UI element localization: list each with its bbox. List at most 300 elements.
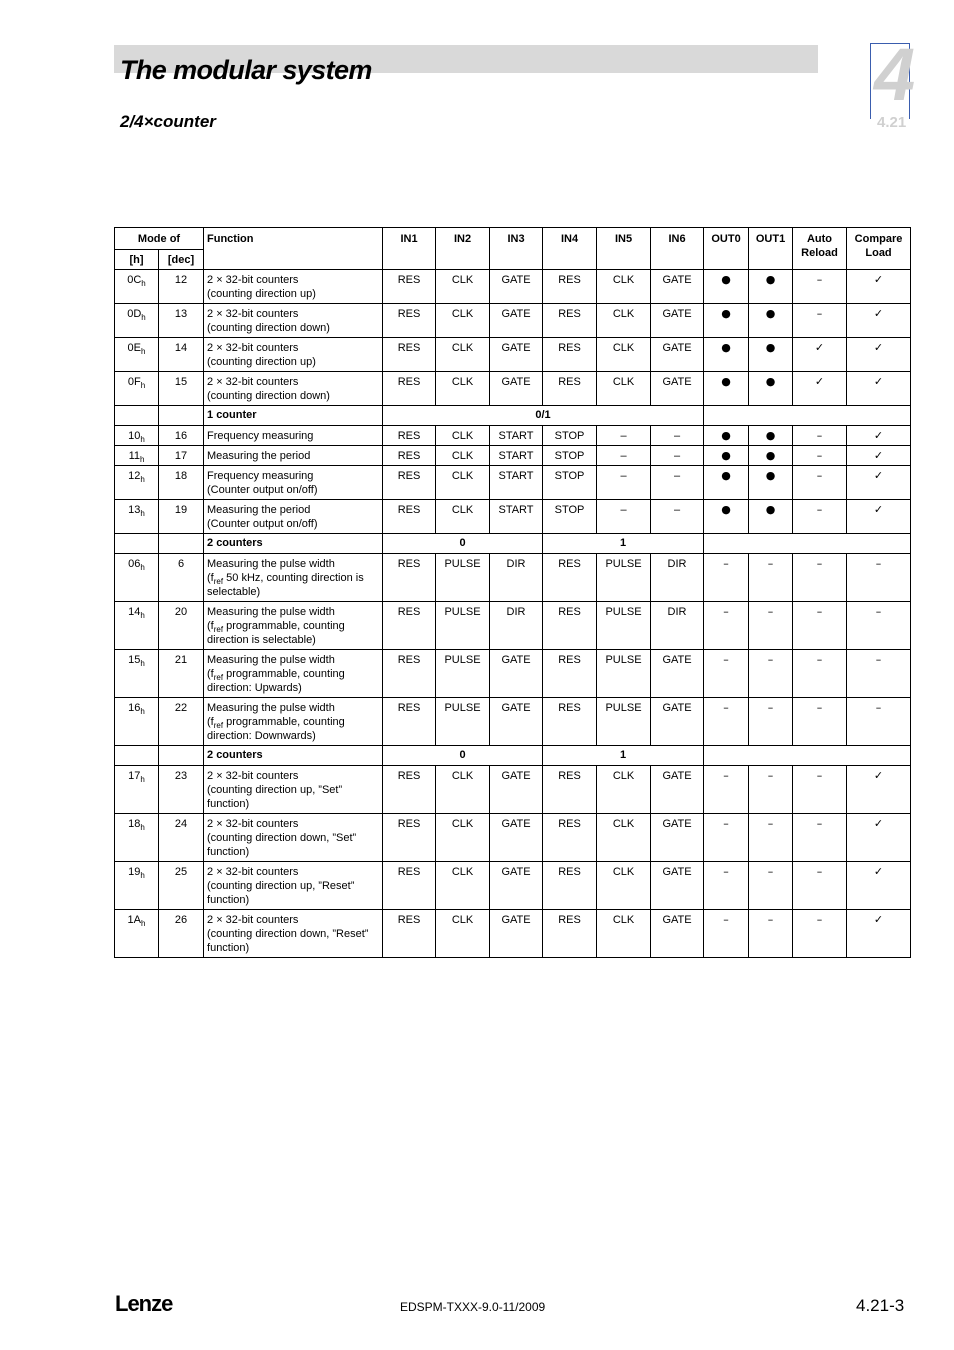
chapter-number: 4 <box>874 33 916 116</box>
mode-hex <box>115 766 159 814</box>
table-row <box>115 602 911 650</box>
header-in2: IN2 <box>436 228 490 270</box>
cell-auto-reload: ✓ <box>793 372 847 406</box>
cell-in2: CLK <box>436 270 490 304</box>
function-line: Measuring the pulse width <box>207 654 335 666</box>
mode-dec: 25 <box>159 862 204 910</box>
function-line: 2 × 32-bit counters <box>207 274 299 286</box>
cell-in1: RES <box>383 304 436 338</box>
cell-in6: GATE <box>651 814 704 862</box>
cell-in4: RES <box>543 602 597 650</box>
function-text: (f <box>207 668 214 680</box>
function-line <box>207 619 379 633</box>
function-line: 2 × 32-bit counters <box>207 818 299 830</box>
mode-hex <box>115 270 159 304</box>
cell-in6: – <box>651 500 704 534</box>
cell-in2: PULSE <box>436 602 490 650</box>
cell-auto-reload: – <box>793 766 847 814</box>
group-empty-cell <box>159 534 204 554</box>
cell-out1: – <box>749 650 793 698</box>
cell-compare-load: ✓ <box>847 372 911 406</box>
function-text: (f <box>207 620 214 632</box>
function-line: (counting direction up, ”Set” <box>207 784 343 796</box>
cell-in1: RES <box>383 554 436 602</box>
cell-in2: CLK <box>436 446 490 466</box>
cell-auto-reload: – <box>793 814 847 862</box>
function-cell <box>204 910 383 958</box>
cell-compare-load: ✓ <box>847 466 911 500</box>
cell-in3: GATE <box>490 766 543 814</box>
cell-compare-load: – <box>847 650 911 698</box>
cell-out0: – <box>704 814 749 862</box>
mode-hex <box>115 910 159 958</box>
cell-in3: START <box>490 426 543 446</box>
mode-hex <box>115 602 159 650</box>
cell-in5: PULSE <box>597 650 651 698</box>
cell-auto-reload: – <box>793 304 847 338</box>
table-row <box>115 338 911 372</box>
cell-in1: RES <box>383 270 436 304</box>
table-row <box>115 270 911 304</box>
mode-hex <box>115 446 159 466</box>
cell-in4: RES <box>543 270 597 304</box>
cell-in6: GATE <box>651 766 704 814</box>
cell-in1: RES <box>383 814 436 862</box>
mode-dec: 17 <box>159 446 204 466</box>
table-row <box>115 304 911 338</box>
mode-hex <box>115 426 159 446</box>
cell-out1: – <box>749 554 793 602</box>
cell-in5: PULSE <box>597 554 651 602</box>
group-label: 2 counters <box>204 534 383 554</box>
cell-in6: – <box>651 466 704 500</box>
mode-dec: 22 <box>159 698 204 746</box>
cell-compare-load: – <box>847 554 911 602</box>
cell-out1: ● <box>749 446 793 466</box>
function-line: (counting direction down, ”Set” <box>207 832 357 844</box>
cell-out1: ● <box>749 426 793 446</box>
cell-in6: DIR <box>651 554 704 602</box>
cell-in3: START <box>490 500 543 534</box>
cell-out0: ● <box>704 270 749 304</box>
cell-in3: GATE <box>490 338 543 372</box>
table-row <box>115 466 911 500</box>
cell-in5: CLK <box>597 766 651 814</box>
function-line: (Counter output on/off) <box>207 484 318 496</box>
table-row <box>115 910 911 958</box>
cell-in1: RES <box>383 372 436 406</box>
mode-dec: 6 <box>159 554 204 602</box>
group-empty-cell <box>704 746 911 766</box>
function-text: programmable, counting <box>223 620 345 632</box>
group-empty-cell <box>704 534 911 554</box>
function-line: (counting direction up) <box>207 288 316 300</box>
function-line <box>207 715 379 729</box>
group-empty-cell <box>159 406 204 426</box>
cell-in5: CLK <box>597 862 651 910</box>
table-row <box>115 650 911 698</box>
cell-compare-load: – <box>847 602 911 650</box>
function-line: Measuring the pulse width <box>207 702 335 714</box>
cell-in2: CLK <box>436 766 490 814</box>
group-label: 1 counter <box>204 406 383 426</box>
cell-in5: CLK <box>597 372 651 406</box>
header-dec: [dec] <box>159 250 204 270</box>
mode-hex <box>115 650 159 698</box>
cell-auto-reload: – <box>793 862 847 910</box>
function-cell <box>204 466 383 500</box>
mode-hex <box>115 500 159 534</box>
hex-suffix: h <box>140 611 145 621</box>
cell-in6: GATE <box>651 304 704 338</box>
cell-in5: CLK <box>597 270 651 304</box>
cell-in5: CLK <box>597 910 651 958</box>
group-label: 2 counters <box>204 746 383 766</box>
group-span-a: 0 <box>383 746 543 766</box>
mode-dec: 19 <box>159 500 204 534</box>
cell-in2: PULSE <box>436 650 490 698</box>
group-empty-cell <box>159 746 204 766</box>
header-compare-load: Compare Load <box>847 228 911 270</box>
hex-suffix: h <box>140 659 145 669</box>
cell-auto-reload: – <box>793 554 847 602</box>
function-subscript: ref <box>213 721 224 731</box>
cell-out0: – <box>704 910 749 958</box>
mode-hex-value: 15 <box>128 654 141 666</box>
mode-dec: 15 <box>159 372 204 406</box>
function-line: Measuring the period <box>207 450 311 462</box>
function-line: function) <box>207 894 250 906</box>
hex-suffix: h <box>139 455 145 465</box>
header-out1: OUT1 <box>749 228 793 270</box>
cell-in2: CLK <box>436 910 490 958</box>
cell-in2: PULSE <box>436 554 490 602</box>
function-text: (f <box>207 716 214 728</box>
cell-in2: CLK <box>436 862 490 910</box>
mode-hex-value: 12 <box>128 470 141 482</box>
cell-in1: RES <box>383 466 436 500</box>
cell-in1: RES <box>383 910 436 958</box>
cell-out0: – <box>704 554 749 602</box>
hex-suffix: h <box>141 279 146 289</box>
table-row <box>115 500 911 534</box>
group-header-row <box>115 406 911 426</box>
hex-suffix: h <box>141 313 146 323</box>
page-number: 4.21-3 <box>856 1296 905 1315</box>
group-span-b: 1 <box>543 746 704 766</box>
header-in5: IN5 <box>597 228 651 270</box>
cell-in3: DIR <box>490 602 543 650</box>
cell-in5: CLK <box>597 304 651 338</box>
mode-hex <box>115 862 159 910</box>
cell-compare-load: ✓ <box>847 338 911 372</box>
cell-in2: CLK <box>436 500 490 534</box>
function-cell <box>204 698 383 746</box>
cell-in3: GATE <box>490 814 543 862</box>
lenze-logo: Lenze <box>115 1291 173 1316</box>
header-in6: IN6 <box>651 228 704 270</box>
cell-in4: RES <box>543 650 597 698</box>
cell-in4: RES <box>543 372 597 406</box>
function-cell <box>204 338 383 372</box>
cell-in3: GATE <box>490 270 543 304</box>
cell-out1: – <box>749 910 793 958</box>
cell-out1: – <box>749 814 793 862</box>
cell-auto-reload: – <box>793 270 847 304</box>
cell-out1: – <box>749 862 793 910</box>
cell-in4: RES <box>543 814 597 862</box>
function-line: (counting direction down) <box>207 390 330 402</box>
mode-hex-value: 10 <box>128 430 141 442</box>
cell-in5: – <box>597 446 651 466</box>
cell-out1: – <box>749 766 793 814</box>
cell-in5: PULSE <box>597 602 651 650</box>
mode-hex <box>115 698 159 746</box>
group-span-b: 1 <box>543 534 704 554</box>
group-empty-cell <box>704 406 911 426</box>
chapter-subsection: 4.21 <box>877 114 907 131</box>
mode-hex-value: 18 <box>128 818 141 830</box>
cell-in4: RES <box>543 554 597 602</box>
cell-in6: GATE <box>651 650 704 698</box>
function-cell <box>204 500 383 534</box>
group-span-a: 0 <box>383 534 543 554</box>
cell-in6: GATE <box>651 910 704 958</box>
function-line: 2 × 32-bit counters <box>207 914 299 926</box>
header-in4: IN4 <box>543 228 597 270</box>
cell-in5: CLK <box>597 338 651 372</box>
cell-in2: CLK <box>436 338 490 372</box>
cell-out1: – <box>749 698 793 746</box>
function-line: (counting direction down) <box>207 322 330 334</box>
mode-hex-value: 13 <box>128 504 141 516</box>
cell-in5: – <box>597 500 651 534</box>
function-line: function) <box>207 798 250 810</box>
cell-auto-reload: – <box>793 602 847 650</box>
function-subscript: ref <box>213 577 224 587</box>
hex-suffix: h <box>140 381 146 391</box>
cell-in1: RES <box>383 446 436 466</box>
cell-out1: ● <box>749 338 793 372</box>
cell-compare-load: ✓ <box>847 500 911 534</box>
mode-hex <box>115 554 159 602</box>
mode-dec: 20 <box>159 602 204 650</box>
cell-in6: – <box>651 446 704 466</box>
function-line: selectable) <box>207 586 261 598</box>
function-line: 2 × 32-bit counters <box>207 770 299 782</box>
mode-hex-value: 0E <box>127 342 141 354</box>
function-line: 2 × 32-bit counters <box>207 376 299 388</box>
mode-hex <box>115 372 159 406</box>
cell-in4: STOP <box>543 466 597 500</box>
group-empty-cell <box>115 746 159 766</box>
function-line: Measuring the pulse width <box>207 606 335 618</box>
cell-in2: CLK <box>436 814 490 862</box>
cell-compare-load: ✓ <box>847 304 911 338</box>
table-row <box>115 766 911 814</box>
cell-in1: RES <box>383 766 436 814</box>
function-cell <box>204 270 383 304</box>
cell-out0: ● <box>704 372 749 406</box>
group-header-row <box>115 534 911 554</box>
function-line: (counting direction up, ”Reset” <box>207 880 355 892</box>
cell-in2: CLK <box>436 466 490 500</box>
mode-hex-value: 11 <box>128 450 140 462</box>
function-text: 50 kHz, counting direction is <box>223 572 364 584</box>
cell-in6: GATE <box>651 372 704 406</box>
table-header-row <box>115 228 911 250</box>
cell-in3: GATE <box>490 304 543 338</box>
cell-in1: RES <box>383 862 436 910</box>
function-line: Frequency measuring <box>207 430 314 442</box>
function-cell <box>204 814 383 862</box>
function-line: (counting direction up) <box>207 356 316 368</box>
group-span-label: 0/1 <box>383 406 704 426</box>
group-empty-cell <box>115 534 159 554</box>
cell-auto-reload: – <box>793 446 847 466</box>
hex-suffix: h <box>140 509 145 519</box>
cell-out1: ● <box>749 466 793 500</box>
function-line <box>207 571 379 585</box>
cell-in4: RES <box>543 910 597 958</box>
mode-dec: 14 <box>159 338 204 372</box>
cell-out0: ● <box>704 446 749 466</box>
cell-in6: GATE <box>651 862 704 910</box>
cell-in2: CLK <box>436 304 490 338</box>
header-mode-of: Mode of <box>115 228 204 250</box>
cell-in3: GATE <box>490 372 543 406</box>
function-text: programmable, counting <box>223 716 345 728</box>
cell-in4: RES <box>543 338 597 372</box>
cell-out0: ● <box>704 338 749 372</box>
mode-hex-value: 0D <box>127 308 142 320</box>
mode-hex-value: 16 <box>128 702 141 714</box>
mode-dec: 24 <box>159 814 204 862</box>
cell-auto-reload: – <box>793 500 847 534</box>
cell-out1: ● <box>749 270 793 304</box>
mode-hex <box>115 466 159 500</box>
cell-auto-reload: ✓ <box>793 338 847 372</box>
mode-hex-value: 1A <box>127 914 141 926</box>
cell-in4: RES <box>543 862 597 910</box>
cell-out0: ● <box>704 466 749 500</box>
cell-in5: CLK <box>597 814 651 862</box>
cell-auto-reload: – <box>793 426 847 446</box>
mode-hex-value: 19 <box>128 866 141 878</box>
function-line: Frequency measuring <box>207 470 314 482</box>
group-empty-cell <box>115 406 159 426</box>
function-line <box>207 667 379 681</box>
group-header-row <box>115 746 911 766</box>
header-hex: [h] <box>115 250 159 270</box>
cell-in3: GATE <box>490 698 543 746</box>
cell-in4: STOP <box>543 426 597 446</box>
hex-suffix: h <box>141 347 146 357</box>
cell-out1: – <box>749 602 793 650</box>
cell-in4: RES <box>543 698 597 746</box>
mode-hex-value: 14 <box>128 606 141 618</box>
table-row <box>115 446 911 466</box>
table-row <box>115 372 911 406</box>
page-title: The modular system <box>120 55 372 85</box>
mode-dec: 21 <box>159 650 204 698</box>
hex-suffix: h <box>140 475 145 485</box>
cell-out1: ● <box>749 372 793 406</box>
cell-compare-load: ✓ <box>847 910 911 958</box>
cell-out0: ● <box>704 304 749 338</box>
section-subtitle: 2/4×counter <box>120 112 216 131</box>
function-subscript: ref <box>213 673 224 683</box>
cell-in3: START <box>490 446 543 466</box>
cell-in5: – <box>597 426 651 446</box>
cell-compare-load: ✓ <box>847 426 911 446</box>
function-line: 2 × 32-bit counters <box>207 342 299 354</box>
cell-in2: CLK <box>436 372 490 406</box>
cell-in3: DIR <box>490 554 543 602</box>
mode-hex <box>115 338 159 372</box>
function-line: (Counter output on/off) <box>207 518 318 530</box>
cell-in6: GATE <box>651 270 704 304</box>
function-line: 2 × 32-bit counters <box>207 866 299 878</box>
table-row <box>115 814 911 862</box>
cell-out1: ● <box>749 304 793 338</box>
mode-dec: 18 <box>159 466 204 500</box>
cell-in5: PULSE <box>597 698 651 746</box>
mode-dec: 12 <box>159 270 204 304</box>
cell-in6: GATE <box>651 338 704 372</box>
hex-suffix: h <box>141 919 146 929</box>
cell-in3: GATE <box>490 910 543 958</box>
header-in1: IN1 <box>383 228 436 270</box>
function-line: direction: Upwards) <box>207 682 302 694</box>
function-cell <box>204 766 383 814</box>
cell-in2: PULSE <box>436 698 490 746</box>
function-text: (f <box>207 572 214 584</box>
hex-suffix: h <box>140 707 145 717</box>
cell-in2: CLK <box>436 426 490 446</box>
cell-in1: RES <box>383 500 436 534</box>
cell-compare-load: ✓ <box>847 446 911 466</box>
cell-out0: – <box>704 650 749 698</box>
cell-compare-load: ✓ <box>847 862 911 910</box>
hex-suffix: h <box>140 563 145 573</box>
mode-hex-value: 17 <box>128 770 141 782</box>
cell-in6: – <box>651 426 704 446</box>
cell-in1: RES <box>383 650 436 698</box>
hex-suffix: h <box>140 823 145 833</box>
cell-out0: – <box>704 698 749 746</box>
cell-out0: – <box>704 766 749 814</box>
cell-in1: RES <box>383 602 436 650</box>
function-text: programmable, counting <box>223 668 345 680</box>
table-row <box>115 426 911 446</box>
function-cell <box>204 304 383 338</box>
cell-out0: – <box>704 602 749 650</box>
cell-in3: GATE <box>490 650 543 698</box>
mode-hex-value: 0F <box>127 376 141 388</box>
mode-dec: 16 <box>159 426 204 446</box>
function-subscript: ref <box>213 625 224 635</box>
cell-in4: RES <box>543 304 597 338</box>
function-line: direction is selectable) <box>207 634 316 646</box>
header-auto-reload: Auto Reload <box>793 228 847 270</box>
table-row <box>115 862 911 910</box>
cell-in1: RES <box>383 338 436 372</box>
function-cell <box>204 372 383 406</box>
cell-auto-reload: – <box>793 910 847 958</box>
cell-in4: STOP <box>543 446 597 466</box>
cell-out0: ● <box>704 500 749 534</box>
